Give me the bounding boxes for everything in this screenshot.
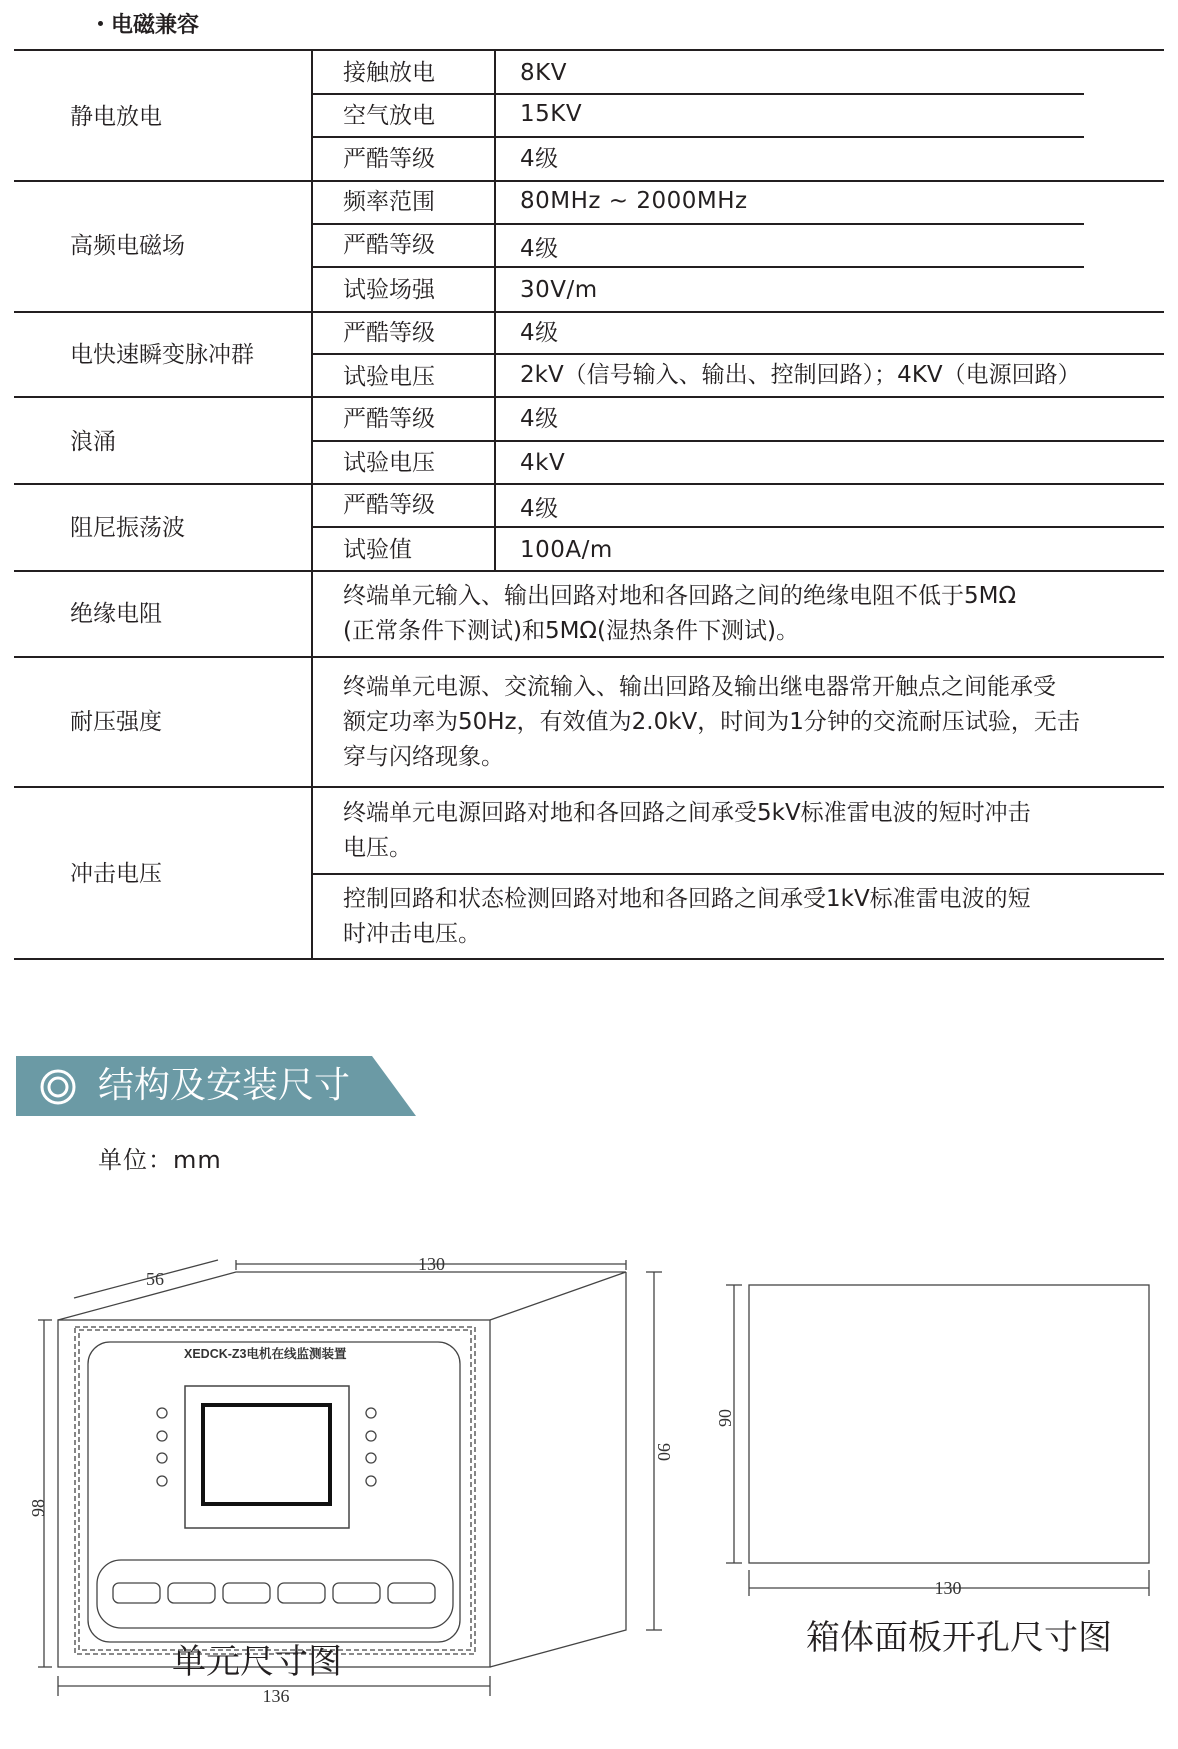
item-name: 严酷等级	[343, 492, 435, 518]
impulse-text-line: 时冲击电压。	[343, 921, 481, 947]
emc-section-title	[98, 8, 199, 39]
item-value: 4级	[520, 320, 559, 346]
table-rule	[14, 786, 1164, 788]
bullet-icon	[98, 21, 103, 26]
item-value: 30V/m	[520, 277, 598, 303]
table-rule	[14, 49, 1164, 51]
device-name-label: XEDCK-Z3电机在线监测装置	[184, 1347, 347, 1361]
table-rule-inner	[312, 136, 1084, 138]
category-impulse: 冲击电压	[70, 861, 162, 887]
cutout-height-label: 90	[715, 1409, 735, 1427]
category-eft: 电快速瞬变脉冲群	[70, 342, 254, 368]
table-rule	[14, 958, 1164, 960]
category-rf-field: 高频电磁场	[70, 233, 185, 259]
dim-depth-label: 56	[146, 1269, 164, 1289]
dim-width-top-label: 130	[418, 1254, 445, 1274]
table-rule-inner	[312, 526, 1164, 528]
item-name: 频率范围	[343, 189, 435, 215]
item-name: 试验电压	[343, 450, 435, 476]
item-name: 试验场强	[343, 277, 435, 303]
item-value: 4级	[520, 496, 559, 522]
table-rule	[14, 483, 1164, 485]
table-rule-inner	[312, 93, 1084, 95]
table-rule-inner	[312, 440, 1164, 442]
table-rule-inner	[312, 266, 1084, 268]
item-value: 80MHz ~ 2000MHz	[520, 188, 748, 214]
table-rule-inner	[312, 223, 1084, 225]
table-rule	[14, 180, 1164, 182]
emc-title-text: 电磁兼容	[111, 13, 200, 38]
table-rule-inner	[312, 873, 1164, 875]
item-value: 100A/m	[520, 537, 613, 563]
item-name: 严酷等级	[343, 146, 435, 172]
table-rule	[14, 656, 1164, 658]
cutout-width-label: 130	[934, 1578, 962, 1598]
item-value: 4级	[520, 236, 559, 262]
impulse-text-line: 控制回路和状态检测回路对地和各回路之间承受1kV标准雷电波的短	[343, 886, 1031, 912]
item-value: 4kV	[520, 450, 566, 476]
withstand-text-line: 终端单元电源、交流输入、输出回路及输出继电器常开触点之间能承受	[343, 674, 1056, 700]
item-name: 严酷等级	[343, 320, 435, 346]
item-name: 严酷等级	[343, 406, 435, 432]
unit-label: 单位：mm	[98, 1146, 222, 1174]
insulation-text-line: (正常条件下测试)和5MΩ(湿热条件下测试)。	[343, 618, 799, 644]
dim-width-bottom-label: 136	[262, 1686, 290, 1706]
item-name: 试验值	[343, 537, 412, 563]
insulation-text-line: 终端单元输入、输出回路对地和各回路之间的绝缘电阻不低于5MΩ	[343, 583, 1017, 609]
structure-section-title: 结构及安装尺寸	[98, 1065, 351, 1106]
table-rule	[14, 311, 1164, 313]
withstand-text-line: 额定功率为50Hz，有效值为2.0kV，时间为1分钟的交流耐压试验，无击	[343, 709, 1080, 735]
item-name: 接触放电	[343, 60, 435, 86]
category-esd: 静电放电	[70, 104, 162, 130]
item-name: 严酷等级	[343, 232, 435, 258]
cutout-diagram-caption: 箱体面板开孔尺寸图	[806, 1618, 1112, 1658]
item-name: 空气放电	[343, 103, 435, 129]
table-col-divider	[311, 49, 313, 958]
item-value: 8KV	[520, 60, 567, 86]
unit-diagram-caption: 单元尺寸图	[172, 1642, 342, 1682]
category-surge: 浪涌	[70, 429, 116, 455]
impulse-text-line: 终端单元电源回路对地和各回路之间承受5kV标准雷电波的短时冲击	[343, 800, 1031, 826]
item-name: 试验电压	[343, 364, 435, 390]
table-rule-inner	[312, 353, 1164, 355]
table-rule	[14, 396, 1164, 398]
dim-height-right-label: 90	[654, 1443, 674, 1461]
table-col-divider	[494, 49, 496, 570]
item-value: 15KV	[520, 101, 583, 127]
table-rule	[14, 570, 1164, 572]
impulse-text-line: 电压。	[343, 835, 412, 861]
dim-height-left-label: 98	[28, 1499, 48, 1517]
item-value: 4级	[520, 406, 559, 432]
cutout-dimension-diagram	[715, 1270, 1160, 1610]
category-insulation: 绝缘电阻	[70, 601, 162, 627]
item-value: 2kV（信号输入、输出、控制回路）；4KV（电源回路）	[520, 362, 1081, 388]
category-withstand: 耐压强度	[70, 709, 162, 735]
concentric-circle-icon	[39, 1068, 77, 1106]
withstand-text-line: 穿与闪络现象。	[343, 744, 504, 770]
category-damped-wave: 阻尼振荡波	[70, 515, 185, 541]
item-value: 4级	[520, 146, 559, 172]
